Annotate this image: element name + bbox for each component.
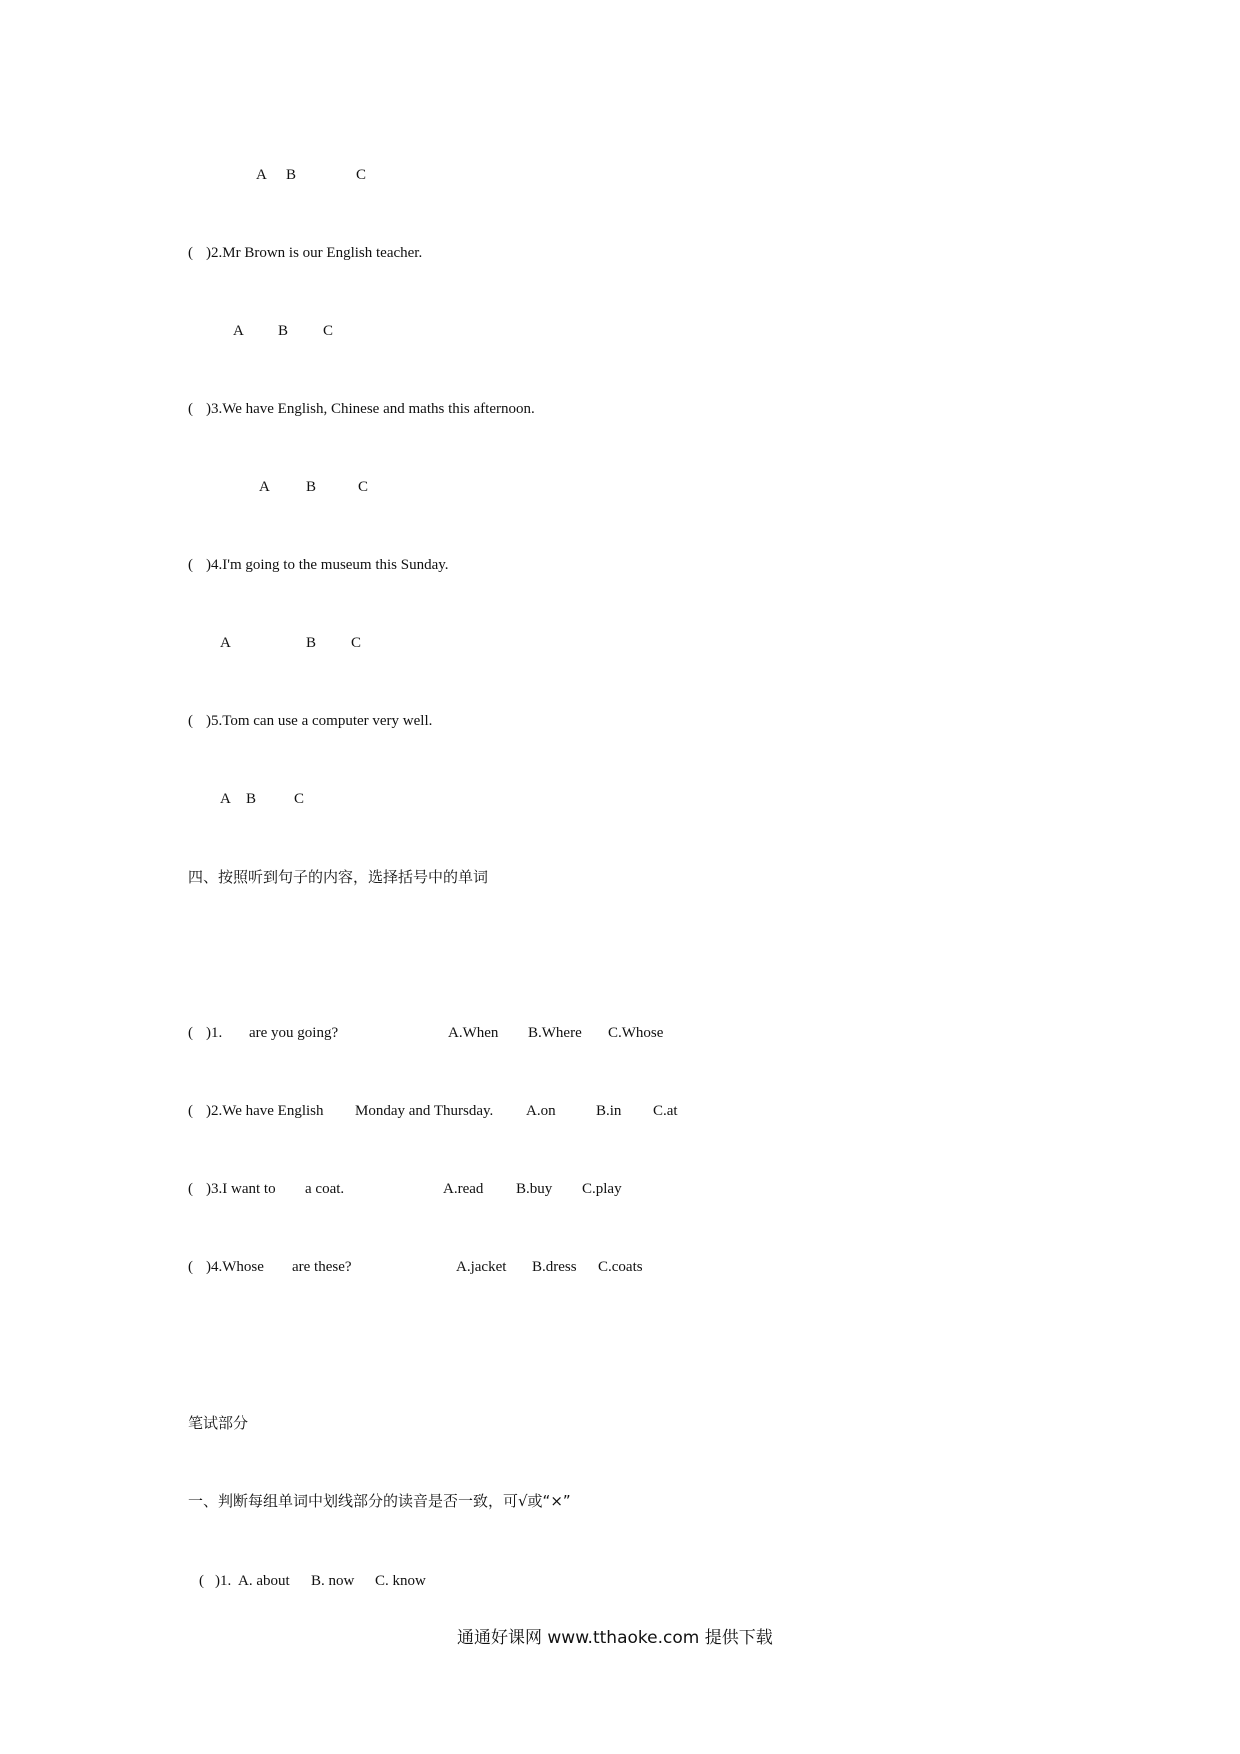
s4-q3-sentence-start: )3.I want to [206, 1181, 276, 1197]
q3-sentence: )3.We have English, Chinese and maths this afternoon. [206, 401, 535, 417]
s4-q2-sentence-end: Monday and Thursday. [355, 1103, 494, 1119]
q4-option-b: B [306, 635, 317, 651]
q5-answer-paren: ( [188, 713, 193, 729]
s4-q1-paren: ( [188, 1025, 193, 1041]
q4-option-a: A [220, 635, 231, 651]
s4-q2-paren: ( [188, 1103, 193, 1119]
q5-option-c: C [294, 791, 305, 807]
s4-q4-option-a: A.jacket [456, 1259, 507, 1275]
s4-q1-sentence: are you going? [249, 1025, 339, 1041]
s4-q3-option-a: A.read [443, 1181, 484, 1197]
s4-q4-option-b: B.dress [532, 1259, 577, 1275]
q5-sentence: )5.Tom can use a computer very well. [206, 713, 433, 729]
q4-option-c: C [351, 635, 362, 651]
q2-option-c: C [323, 323, 334, 339]
q3-option-a: A [259, 479, 270, 495]
w1-q1-option-c: C. know [375, 1573, 426, 1589]
written-part-title: 笔试部分 [188, 1414, 249, 1432]
w1-q1-paren: ( [199, 1573, 204, 1589]
s4-q1-option-a: A.When [448, 1025, 499, 1041]
s4-q2-option-a: A.on [526, 1103, 556, 1119]
s4-q3-option-b: B.buy [516, 1181, 553, 1197]
section-4-heading: 四、按照听到句子的内容，选择括号中的单词 [188, 868, 489, 886]
q3-option-c: C [358, 479, 369, 495]
s4-q1-option-c: C.Whose [608, 1025, 664, 1041]
s4-q1-number: )1. [206, 1025, 223, 1041]
q5-option-b: B [246, 791, 257, 807]
s4-q4-option-c: C.coats [598, 1259, 643, 1275]
s4-q2-option-c: C.at [653, 1103, 678, 1119]
q2-answer-paren: ( [188, 245, 193, 261]
s4-q2-sentence-start: )2.We have English [206, 1103, 324, 1119]
q3-answer-paren: ( [188, 401, 193, 417]
q5-option-a: A [220, 791, 231, 807]
q3-option-b: B [306, 479, 317, 495]
q2-option-b: B [278, 323, 289, 339]
w1-q1-number: )1. [215, 1573, 232, 1589]
q1-option-a: A [256, 167, 267, 183]
w1-q1-option-b: B. now [311, 1573, 355, 1589]
written-section-1-heading: 一、判断每组单词中划线部分的读音是否一致，可√或“×” [188, 1492, 571, 1510]
w1-q1-option-a: A. about [238, 1573, 290, 1589]
q4-sentence: )4.I'm going to the museum this Sunday. [206, 557, 449, 573]
s4-q4-paren: ( [188, 1259, 193, 1275]
s4-q4-sentence-start: )4.Whose [206, 1259, 264, 1275]
s4-q4-sentence-end: are these? [292, 1259, 352, 1275]
s4-q3-paren: ( [188, 1181, 193, 1197]
q1-option-c: C [356, 167, 367, 183]
q4-answer-paren: ( [188, 557, 193, 573]
s4-q3-option-c: C.play [582, 1181, 622, 1197]
q2-sentence: )2.Mr Brown is our English teacher. [206, 245, 423, 261]
q1-option-b: B [286, 167, 297, 183]
s4-q1-option-b: B.Where [528, 1025, 582, 1041]
s4-q2-option-b: B.in [596, 1103, 622, 1119]
q2-option-a: A [233, 323, 244, 339]
footer-download-note: 通通好课网 www.tthaoke.com 提供下载 [457, 1628, 773, 1648]
s4-q3-sentence-end: a coat. [305, 1181, 345, 1197]
